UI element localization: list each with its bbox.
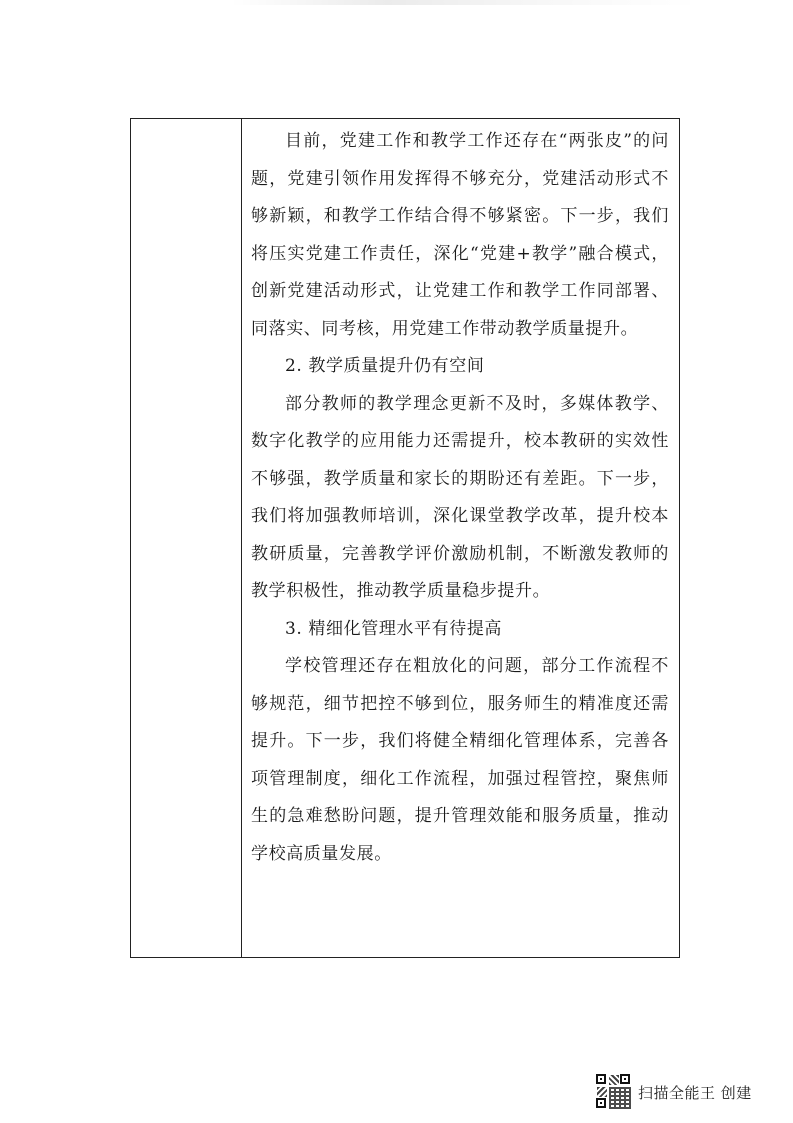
paragraph-party-building: 目前，党建工作和教学工作还存在“两张皮”的问题，党建引领作用发挥得不够充分，党建活动形式不够新颖，和教学工作结合得不够紧密。下一步，我们将压实党建工作责任，深化“党建+教学”融合模式，创新党建活动形式，让党建工作和教学工作同部署、同落实、同考核，用党建工作带动教学质量提升。: [251, 131, 669, 339]
heading-refined-management: 3. 精细化管理水平有待提高: [285, 618, 503, 639]
qr-code-icon: [596, 1074, 632, 1110]
heading-teaching-quality: 2. 教学质量提升仍有空间: [285, 356, 485, 376]
scanner-watermark: [596, 1072, 752, 1112]
paragraph-teaching-quality: 部分教师的教学理念更新不及时，多媒体教学、数字化教学的应用能力还需提升，校本教研的实效性不够强，教学质量和家长的期盼还有差距。下一步，我们将加强教师培训，深化课堂教学改革，提升校本教研质量，完善教学评价激励机制，不断激发教师的教学积极性，推动教学质量稳步提升。: [251, 393, 669, 601]
watermark-text: 扫描全能王 创建: [638, 1083, 752, 1102]
table-content-cell: [251, 123, 669, 873]
scan-edge-artifact: [230, 0, 700, 5]
form-table: [130, 118, 680, 958]
paragraph-refined-management: 学校管理还存在粗放化的问题，部分工作流程不够规范，细节把控不够到位，服务师生的精准度还需提升。下一步，我们将健全精细化管理体系，完善各项管理制度，细化工作流程，加强过程管控，聚焦师生的急难愁盼问题，提升管理效能和服务质量，推动学校高质量发展。: [251, 656, 669, 864]
table-label-column: [131, 119, 242, 957]
